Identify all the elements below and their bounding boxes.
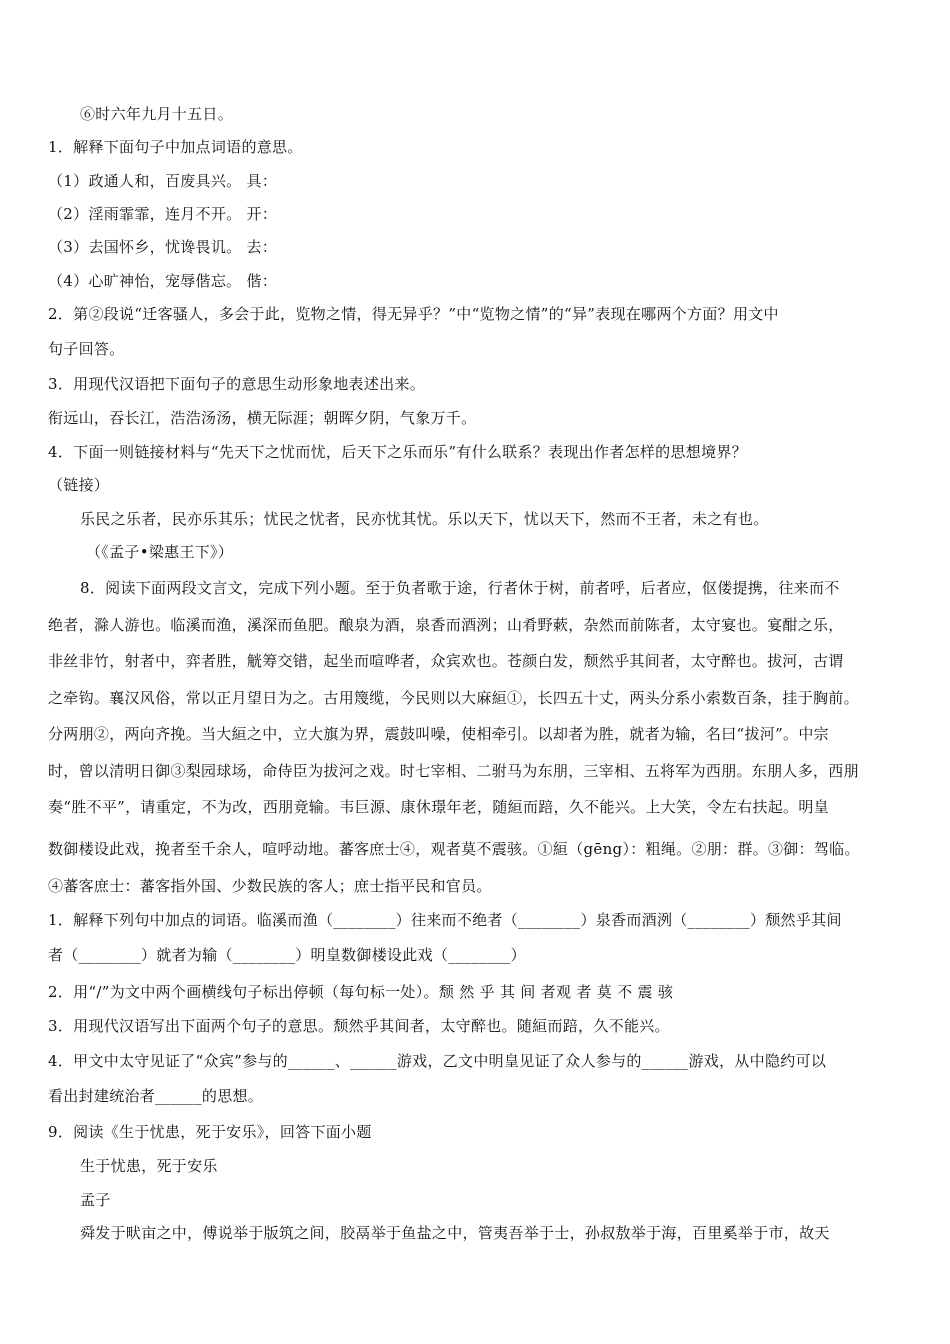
poem-line-1: 舜发于畎亩之中，傅说举于版筑之间，胶鬲举于鱼盐之中，管夷吾举于士，孙叔敖举于海，百里奚举于市，故天 — [80, 1224, 830, 1242]
q1-item-4: （4）心旷神怡，宠辱偕忘。 偕： — [48, 272, 278, 290]
passage-line-3: 非丝非竹，射者中，弈者胜，觥筹交错，起坐而喧哗者，众宾欢也。苍颜白发，颓然乎其间者，太守醉也。拔河，古谓 — [48, 652, 844, 670]
footnote-6: ⑥时六年九月十五日。 — [80, 105, 234, 123]
sub-question-2: 2．用“/”为文中两个画横线句子标出停顿（每句标一处）。颓 然 乎 其 间 者观 者 莫 不 震 骇 — [48, 983, 674, 1001]
sub-question-1-cont: 者（________）就者为输（________）明皇数御楼设此戏（________） — [48, 946, 526, 964]
passage-line-5: 分两朋②，两向齐挽。当大絙之中，立大旗为界，震鼓叫噪，使相牵引。以却者为胜，就者为输，名曰“拔河”。中宗 — [48, 725, 829, 743]
poem-title: 生于忧患，死于安乐 — [80, 1157, 218, 1175]
q1-item-3: （3）去国怀乡，忧谗畏讥。 去： — [48, 238, 278, 256]
passage-line-7: 奏“胜不平”，请重定，不为改，西朋竟输。韦巨源、康休璟年老，随絙而踣，久不能兴。上大笑，令左右扶起。明皇 — [48, 798, 829, 816]
question-4: 4．下面一则链接材料与“先天下之忧而忧，后天下之乐而乐”有什么联系？表现出作者怎样的思想境界？ — [48, 443, 747, 461]
question-1: 1．解释下面句子中加点词语的意思。 — [48, 138, 303, 156]
question-3-sentence: 衔远山，吞长江，浩浩汤汤，横无际涯；朝晖夕阴，气象万千。 — [48, 409, 477, 427]
passage-line-8: 数御楼设此戏，挽者至千余人，喧呼动地。蕃客庶士④，观者莫不震骇。①絙（gēng）：粗绳。②朋：群。③御：驾临。 — [48, 840, 860, 858]
sub-question-4-cont: 看出封建统治者______的思想。 — [48, 1087, 264, 1105]
passage-line-2: 绝者，滁人游也。临溪而渔，溪深而鱼肥。酿泉为酒，泉香而酒洌；山肴野蔌，杂然而前陈者，太守宴也。宴酣之乐， — [48, 616, 844, 634]
passage-line-4: 之牵钩。襄汉风俗，常以正月望日为之。古用篾缆，今民则以大麻絙①，长四五十丈，两头分系小索数百条，挂于胸前。 — [48, 689, 859, 707]
link-label: （链接） — [48, 476, 110, 494]
q1-item-1: （1）政通人和，百废具兴。 具： — [48, 172, 278, 190]
passage-line-1: 8．阅读下面两段文言文，完成下列小题。至于负者歌于途，行者休于树，前者呼，后者应，伛偻提携，往来而不 — [80, 579, 840, 597]
question-3: 3．用现代汉语把下面句子的意思生动形象地表述出来。 — [48, 375, 426, 393]
sub-question-1: 1．解释下列句中加点的词语。临溪而渔（________）往来而不绝者（________）泉香而酒洌（________）颓然乎其间 — [48, 911, 842, 929]
question-2-cont: 句子回答。 — [48, 340, 125, 358]
poem-author: 孟子 — [80, 1191, 111, 1209]
sub-question-4: 4．甲文中太守见证了“众宾”参与的______、______游戏，乙文中明皇见证了众人参与的______游戏，从中隐约可以 — [48, 1052, 827, 1070]
question-9: 9．阅读《生于忧患，死于安乐》，回答下面小题 — [48, 1123, 372, 1141]
passage-line-6: 时，曾以清明日御③梨园球场，命侍臣为拔河之戏。时七宰相、二驸马为东朋，三宰相、五将军为西朋。东朋人多，西朋 — [48, 762, 859, 780]
link-text: 乐民之乐者，民亦乐其乐；忧民之忧者，民亦忧其忧。乐以天下，忧以天下，然而不王者，未之有也。 — [80, 510, 769, 528]
sub-question-3: 3．用现代汉语写出下面两个句子的意思。颓然乎其间者，太守醉也。随絙而踣，久不能兴。 — [48, 1017, 670, 1035]
passage-line-9: ④蕃客庶士：蕃客指外国、少数民族的客人；庶士指平民和官员。 — [48, 877, 492, 895]
q1-item-2: （2）淫雨霏霏，连月不开。 开： — [48, 205, 278, 223]
link-source: （《孟子•梁惠王下》） — [86, 543, 234, 561]
question-2: 2．第②段说“迁客骚人，多会于此，览物之情，得无异乎？”中“览物之情”的“异”表现在哪两个方面？用文中 — [48, 305, 779, 323]
